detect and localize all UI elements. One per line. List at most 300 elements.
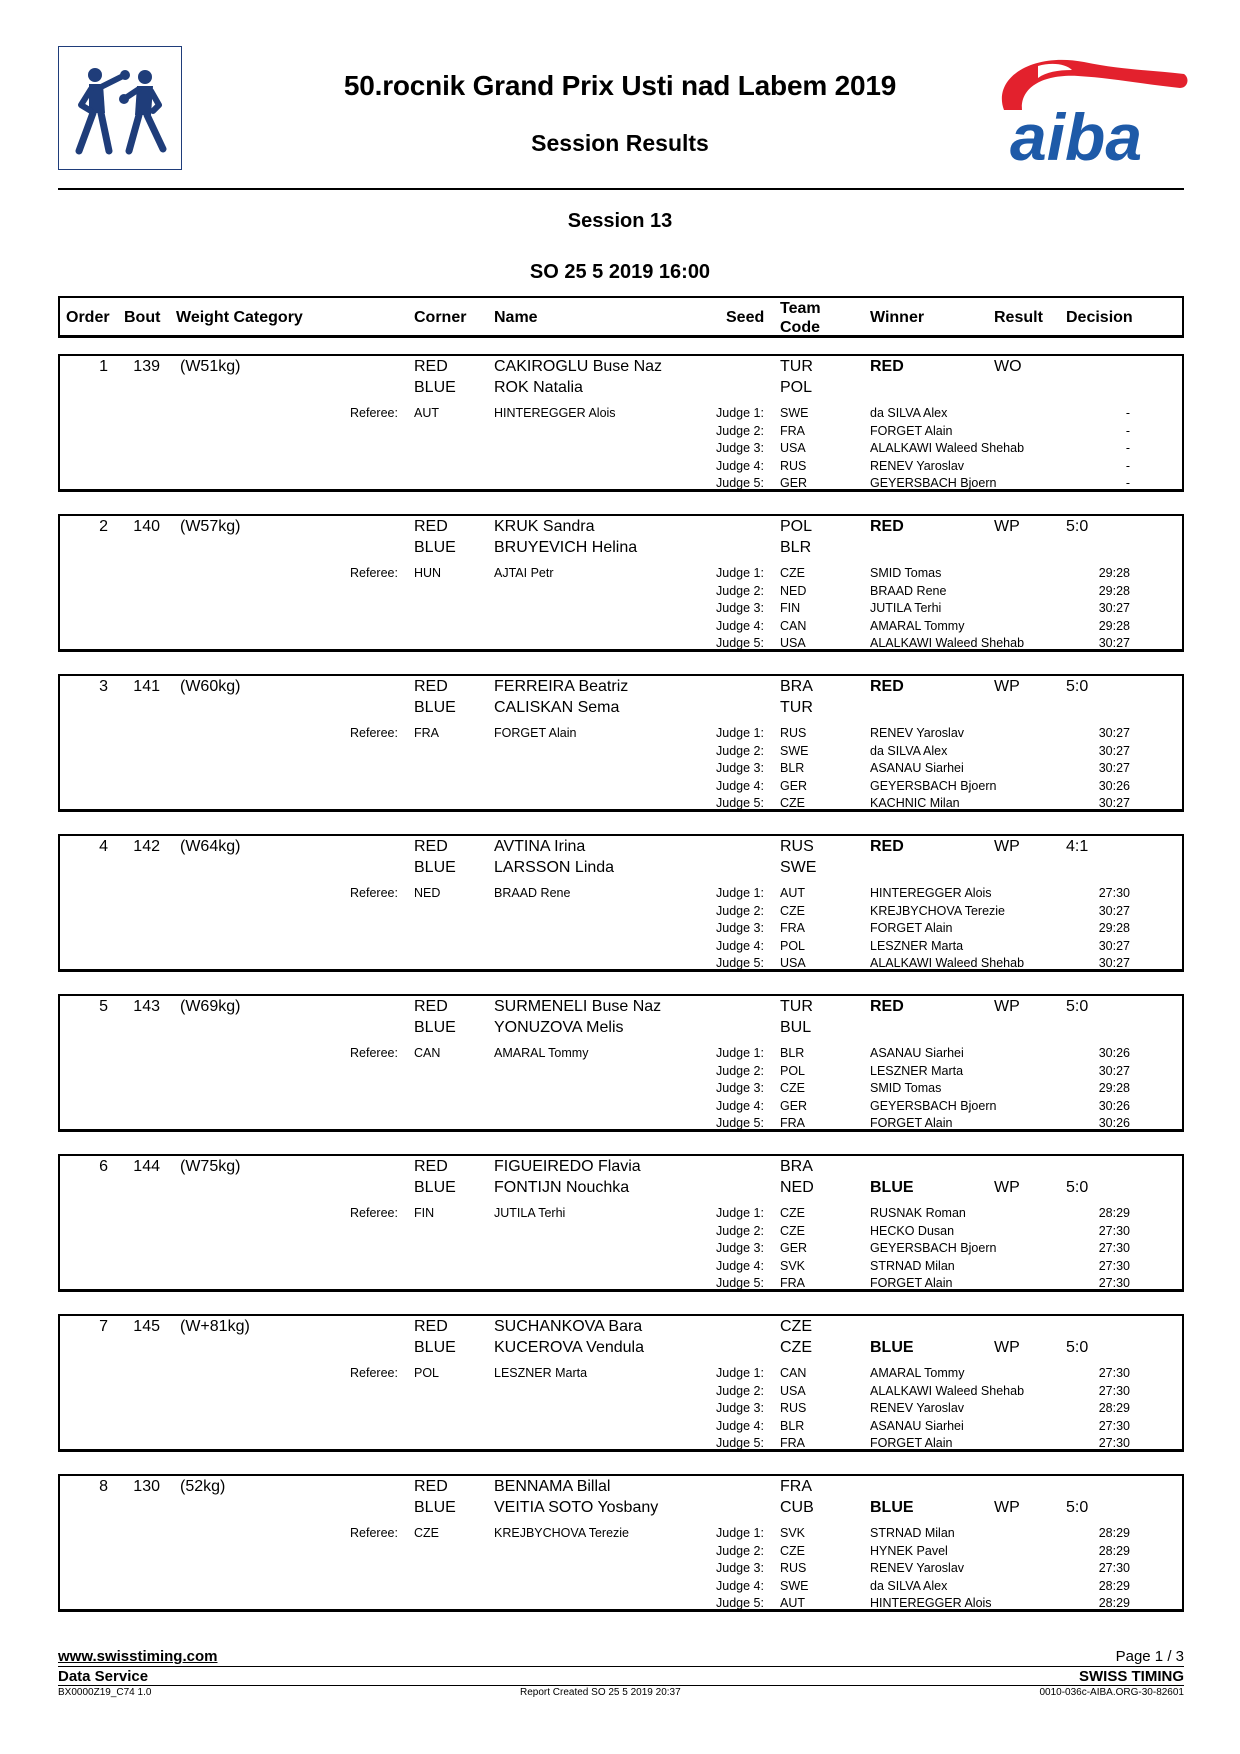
- decision-score: 5:0: [1066, 1339, 1089, 1356]
- footer-divider: [58, 1666, 1184, 1667]
- referee-country: NED: [414, 886, 441, 900]
- judge-country: USA: [780, 956, 806, 970]
- judge-name: HECKO Dusan: [870, 1223, 955, 1238]
- bout-number: 144: [133, 1158, 160, 1175]
- red-boxer-name: SUCHANKOVA Bara: [494, 1318, 643, 1335]
- judge-score: 27:30: [1098, 886, 1130, 900]
- judge-name: RENEV Yaroslav: [870, 1561, 965, 1575]
- bout-order: 7: [99, 1318, 108, 1335]
- judge-name: KACHNIC Milan: [870, 796, 960, 810]
- judge-score: 30:27: [1098, 743, 1130, 758]
- result-code: WP: [994, 1339, 1020, 1356]
- judge-country: CZE: [780, 1206, 805, 1220]
- referee-label: Referee:: [350, 1366, 398, 1380]
- blue-boxer-name: ROK Natalia: [494, 379, 583, 396]
- judge-score: 27:30: [1098, 1418, 1130, 1433]
- winner-corner: RED: [870, 358, 904, 375]
- judge-name: GEYERSBACH Bjoern: [870, 778, 997, 793]
- judge-score: 27:30: [1098, 1366, 1130, 1380]
- blue-boxer-name: YONUZOVA Melis: [494, 1019, 624, 1036]
- judge-score: -: [1125, 406, 1130, 420]
- judge-name: FORGET Alain: [870, 423, 953, 438]
- referee-name: FORGET Alain: [494, 726, 577, 740]
- judge-label: Judge 1:: [716, 1046, 764, 1060]
- judge-label: Judge 2:: [716, 743, 764, 758]
- winner-corner: BLUE: [870, 1179, 914, 1196]
- header-divider: [58, 188, 1184, 190]
- blue-team-code: BUL: [780, 1019, 812, 1036]
- result-code: WP: [994, 518, 1020, 535]
- col-order: Order: [66, 309, 110, 326]
- judge-label: Judge 2:: [716, 583, 764, 598]
- decision-score: 5:0: [1066, 1499, 1089, 1516]
- red-boxer-name: KRUK Sandra: [494, 518, 595, 535]
- corner-red: RED: [414, 518, 448, 535]
- judge-score: -: [1125, 458, 1130, 473]
- judge-name: SMID Tomas: [870, 1081, 942, 1095]
- referee-country: FIN: [414, 1206, 435, 1220]
- judge-country: RUS: [780, 458, 807, 473]
- judge-name: da SILVA Alex: [870, 743, 948, 758]
- judge-label: Judge 4:: [716, 938, 764, 953]
- blue-team-code: SWE: [780, 859, 817, 876]
- judge-label: Judge 2:: [716, 423, 764, 438]
- col-bout: Bout: [124, 309, 161, 326]
- judge-score: 28:29: [1098, 1543, 1130, 1558]
- corner-blue: BLUE: [414, 1019, 456, 1036]
- judge-score: 27:30: [1098, 1561, 1130, 1575]
- judge-score: 30:27: [1098, 1063, 1130, 1078]
- judge-score: 28:29: [1098, 1578, 1130, 1593]
- session-datetime: SO 25 5 2019 16:00: [529, 261, 711, 283]
- footer-page-number: Page 1 / 3: [1115, 1648, 1184, 1665]
- weight-category: (W69kg): [180, 998, 241, 1015]
- referee-country: CZE: [414, 1526, 439, 1540]
- judge-country: GER: [780, 476, 808, 490]
- referee-country: HUN: [414, 566, 442, 580]
- referee-name: JUTILA Terhi: [494, 1206, 566, 1220]
- col-team-line2: Code: [780, 319, 820, 336]
- judge-label: Judge 3:: [716, 441, 764, 455]
- judge-label: Judge 3:: [716, 1401, 764, 1415]
- judge-name: JUTILA Terhi: [870, 601, 942, 615]
- judge-country: USA: [780, 636, 806, 650]
- winner-corner: RED: [870, 678, 904, 695]
- referee-label: Referee:: [350, 726, 398, 740]
- judge-label: Judge 5:: [716, 956, 764, 970]
- bout-block: [58, 1314, 1184, 1452]
- corner-blue: BLUE: [414, 539, 456, 556]
- boxers-icon: [59, 47, 180, 168]
- judge-label: Judge 2:: [716, 1223, 764, 1238]
- col-decision: Decision: [1066, 309, 1133, 326]
- bout-order: 8: [99, 1478, 108, 1495]
- bout-number: 140: [133, 518, 160, 535]
- judge-score: 27:30: [1098, 1258, 1130, 1273]
- judge-name: FORGET Alain: [870, 1276, 953, 1290]
- referee-name: AJTAI Petr: [494, 566, 554, 580]
- judge-score: 28:29: [1098, 1401, 1130, 1415]
- judge-score: -: [1125, 423, 1130, 438]
- judge-name: STRNAD Milan: [870, 1526, 955, 1540]
- judge-name: RENEV Yaroslav: [870, 1401, 965, 1415]
- judge-score: 30:26: [1098, 1098, 1130, 1113]
- referee-label: Referee:: [350, 1206, 398, 1220]
- weight-category: (W75kg): [180, 1158, 241, 1175]
- judge-name: ASANAU Siarhei: [870, 1046, 964, 1060]
- judge-country: BLR: [780, 761, 805, 775]
- bout-block: [58, 1474, 1184, 1612]
- blue-boxer-name: LARSSON Linda: [494, 859, 615, 876]
- bout-number: 141: [133, 678, 160, 695]
- footer-link[interactable]: www.swisstiming.com: [58, 1648, 218, 1665]
- bout-block: [58, 1154, 1184, 1292]
- blue-team-code: POL: [780, 379, 813, 396]
- referee-name: HINTEREGGER Alois: [494, 406, 616, 420]
- judge-label: Judge 5:: [716, 636, 764, 650]
- bout-number: 145: [133, 1318, 160, 1335]
- bout-block: [58, 674, 1184, 812]
- judge-score: 30:27: [1098, 938, 1130, 953]
- weight-category: (W60kg): [180, 678, 241, 695]
- result-code: WP: [994, 678, 1020, 695]
- result-code: WP: [994, 838, 1020, 855]
- bout-order: 5: [99, 998, 108, 1015]
- boxers-logo: [58, 46, 182, 170]
- judge-name: AMARAL Tommy: [870, 1366, 965, 1380]
- judge-country: FRA: [780, 1436, 805, 1450]
- judge-score: 29:28: [1098, 583, 1130, 598]
- judge-country: CZE: [780, 566, 805, 580]
- blue-team-code: NED: [780, 1179, 814, 1196]
- judge-country: CZE: [780, 796, 805, 810]
- red-team-code: POL: [780, 518, 813, 535]
- judge-label: Judge 3:: [716, 1081, 764, 1095]
- blue-team-code: TUR: [780, 699, 813, 716]
- red-team-code: BRA: [780, 678, 813, 695]
- session-title: Session 13: [567, 210, 673, 232]
- red-team-code: FRA: [780, 1478, 812, 1495]
- weight-category: (W57kg): [180, 518, 241, 535]
- judge-name: FORGET Alain: [870, 921, 953, 935]
- weight-category: (52kg): [180, 1478, 226, 1495]
- referee-country: AUT: [414, 406, 439, 420]
- judge-country: SWE: [780, 1578, 809, 1593]
- col-seed: Seed: [726, 309, 765, 326]
- judge-name: da SILVA Alex: [870, 1578, 948, 1593]
- weight-category: (W64kg): [180, 838, 241, 855]
- col-corner: Corner: [414, 309, 467, 326]
- judge-name: BRAAD Rene: [870, 583, 947, 598]
- judge-score: 27:30: [1098, 1223, 1130, 1238]
- judge-label: Judge 3:: [716, 761, 764, 775]
- judge-label: Judge 1:: [716, 566, 764, 580]
- referee-label: Referee:: [350, 406, 398, 420]
- judge-score: 29:28: [1098, 1081, 1130, 1095]
- judge-label: Judge 2:: [716, 1543, 764, 1558]
- judge-label: Judge 5:: [716, 476, 764, 490]
- winner-corner: RED: [870, 518, 904, 535]
- col-weight-category: Weight Category: [176, 309, 303, 326]
- judge-score: 28:29: [1098, 1596, 1130, 1610]
- winner-corner: RED: [870, 998, 904, 1015]
- judge-score: 30:27: [1098, 796, 1130, 810]
- judge-name: da SILVA Alex: [870, 406, 948, 420]
- judge-name: ALALKAWI Waleed Shehab: [870, 441, 1025, 455]
- judge-label: Judge 2:: [716, 903, 764, 918]
- corner-blue: BLUE: [414, 859, 456, 876]
- judge-label: Judge 1:: [716, 406, 764, 420]
- judge-score: 27:30: [1098, 1383, 1130, 1398]
- judge-name: ALALKAWI Waleed Shehab: [870, 1383, 1025, 1398]
- judge-name: ALALKAWI Waleed Shehab: [870, 636, 1025, 650]
- judge-country: AUT: [780, 886, 805, 900]
- winner-corner: RED: [870, 838, 904, 855]
- judge-country: GER: [780, 1098, 808, 1113]
- blue-team-code: CZE: [780, 1339, 812, 1356]
- blue-boxer-name: KUCEROVA Vendula: [494, 1339, 645, 1356]
- judge-score: 29:28: [1098, 566, 1130, 580]
- judge-name: SMID Tomas: [870, 566, 942, 580]
- judge-label: Judge 5:: [716, 1276, 764, 1290]
- judge-score: 30:27: [1098, 636, 1130, 650]
- decision-score: 5:0: [1066, 998, 1089, 1015]
- red-boxer-name: CAKIROGLU Buse Naz: [494, 358, 663, 375]
- judge-country: NED: [780, 583, 807, 598]
- referee-label: Referee:: [350, 1046, 398, 1060]
- red-boxer-name: SURMENELI Buse Naz: [494, 998, 662, 1015]
- judge-label: Judge 4:: [716, 458, 764, 473]
- judge-name: HINTEREGGER Alois: [870, 1596, 992, 1610]
- judge-label: Judge 1:: [716, 1366, 764, 1380]
- winner-corner: BLUE: [870, 1499, 914, 1516]
- judge-label: Judge 1:: [716, 1206, 764, 1220]
- judge-country: POL: [780, 1063, 806, 1078]
- judge-country: RUS: [780, 1561, 807, 1575]
- blue-boxer-name: VEITIA SOTO Yosbany: [494, 1499, 659, 1516]
- blue-team-code: BLR: [780, 539, 812, 556]
- judge-label: Judge 5:: [716, 1116, 764, 1130]
- referee-country: CAN: [414, 1046, 441, 1060]
- judge-score: 30:27: [1098, 903, 1130, 918]
- judge-label: Judge 4:: [716, 1418, 764, 1433]
- judge-country: SWE: [780, 743, 809, 758]
- bout-block: [58, 834, 1184, 972]
- judge-country: USA: [780, 441, 806, 455]
- corner-red: RED: [414, 1318, 448, 1335]
- footer-service: Data Service: [58, 1668, 149, 1685]
- bout-order: 1: [99, 358, 108, 375]
- bout-order: 3: [99, 678, 108, 695]
- winner-corner: BLUE: [870, 1339, 914, 1356]
- referee-name: LESZNER Marta: [494, 1366, 588, 1380]
- judge-name: GEYERSBACH Bjoern: [870, 1098, 997, 1113]
- judge-name: GEYERSBACH Bjoern: [870, 1241, 997, 1255]
- bout-order: 6: [99, 1158, 108, 1175]
- bout-order: 4: [99, 838, 108, 855]
- footer-reference: 0010-036c-AIBA.ORG-30-82601: [1039, 1687, 1184, 1698]
- blue-boxer-name: BRUYEVICH Helina: [494, 539, 638, 556]
- red-team-code: TUR: [780, 358, 813, 375]
- red-boxer-name: FIGUEIREDO Flavia: [494, 1158, 641, 1175]
- red-team-code: TUR: [780, 998, 813, 1015]
- referee-name: BRAAD Rene: [494, 886, 571, 900]
- judge-country: CZE: [780, 1543, 805, 1558]
- red-team-code: RUS: [780, 838, 814, 855]
- red-boxer-name: FERREIRA Beatriz: [494, 678, 629, 695]
- corner-blue: BLUE: [414, 1179, 456, 1196]
- corner-red: RED: [414, 838, 448, 855]
- red-team-code: BRA: [780, 1158, 813, 1175]
- judge-name: KREJBYCHOVA Terezie: [870, 903, 1006, 918]
- judge-country: FRA: [780, 1276, 805, 1290]
- judge-score: 28:29: [1098, 1526, 1130, 1540]
- judge-label: Judge 3:: [716, 1241, 764, 1255]
- result-code: WP: [994, 1499, 1020, 1516]
- judge-label: Judge 5:: [716, 1596, 764, 1610]
- judge-label: Judge 3:: [716, 601, 764, 615]
- judge-country: GER: [780, 778, 808, 793]
- referee-name: KREJBYCHOVA Terezie: [494, 1526, 630, 1540]
- bout-number: 130: [133, 1478, 160, 1495]
- judge-label: Judge 4:: [716, 1578, 764, 1593]
- judge-name: ALALKAWI Waleed Shehab: [870, 956, 1025, 970]
- col-name: Name: [494, 309, 538, 326]
- judge-country: FRA: [780, 921, 805, 935]
- decision-score: 5:0: [1066, 678, 1089, 695]
- judge-name: ASANAU Siarhei: [870, 761, 964, 775]
- corner-red: RED: [414, 1478, 448, 1495]
- judge-score: 27:30: [1098, 1276, 1130, 1290]
- judge-country: CZE: [780, 1223, 805, 1238]
- judge-label: Judge 2:: [716, 1383, 764, 1398]
- judge-label: Judge 4:: [716, 1098, 764, 1113]
- footer-brand: SWISS TIMING: [1079, 1668, 1184, 1685]
- result-code: WO: [994, 358, 1022, 375]
- judge-score: 30:26: [1098, 1046, 1130, 1060]
- judge-country: BLR: [780, 1418, 805, 1433]
- judge-label: Judge 3:: [716, 1561, 764, 1575]
- judge-country: FRA: [780, 1116, 805, 1130]
- red-team-code: CZE: [780, 1318, 812, 1335]
- judge-name: HYNEK Pavel: [870, 1543, 948, 1558]
- judge-score: 30:26: [1098, 778, 1130, 793]
- judge-name: GEYERSBACH Bjoern: [870, 476, 997, 490]
- judge-label: Judge 2:: [716, 1063, 764, 1078]
- bout-block: [58, 354, 1184, 492]
- aiba-logo: [992, 48, 1192, 168]
- weight-category: (W51kg): [180, 358, 241, 375]
- judge-label: Judge 1:: [716, 1526, 764, 1540]
- judge-score: 30:26: [1098, 1116, 1130, 1130]
- judge-country: FIN: [780, 601, 801, 615]
- referee-label: Referee:: [350, 566, 398, 580]
- corner-red: RED: [414, 1158, 448, 1175]
- judge-score: 29:28: [1098, 921, 1130, 935]
- judge-score: 27:30: [1098, 1241, 1130, 1255]
- document-title: 50.rocnik Grand Prix Usti nad Labem 2019: [343, 70, 897, 101]
- corner-blue: BLUE: [414, 379, 456, 396]
- judge-country: FRA: [780, 423, 805, 438]
- judge-label: Judge 1:: [716, 886, 764, 900]
- aiba-logo-text: aiba: [1010, 100, 1143, 168]
- judge-name: LESZNER Marta: [870, 938, 964, 953]
- judge-score: 29:28: [1098, 618, 1130, 633]
- judge-country: BLR: [780, 1046, 805, 1060]
- col-result: Result: [994, 309, 1043, 326]
- col-team-line1: Team: [780, 300, 821, 317]
- weight-category: (W+81kg): [180, 1318, 250, 1335]
- judge-score: 30:27: [1098, 956, 1130, 970]
- decision-score: 5:0: [1066, 518, 1089, 535]
- bout-number: 143: [133, 998, 160, 1015]
- corner-blue: BLUE: [414, 1499, 456, 1516]
- footer-report-code: BX0000Z19_C74 1.0: [58, 1687, 152, 1698]
- corner-red: RED: [414, 678, 448, 695]
- blue-boxer-name: FONTIJN Nouchka: [494, 1179, 630, 1196]
- judge-label: Judge 3:: [716, 921, 764, 935]
- judge-country: CZE: [780, 903, 805, 918]
- judge-score: 30:27: [1098, 761, 1130, 775]
- judge-country: CAN: [780, 618, 807, 633]
- red-boxer-name: AVTINA Irina: [494, 838, 586, 855]
- judge-label: Judge 5:: [716, 796, 764, 810]
- judge-country: GER: [780, 1241, 808, 1255]
- referee-label: Referee:: [350, 886, 398, 900]
- referee-country: FRA: [414, 726, 439, 740]
- bout-number: 142: [133, 838, 160, 855]
- judge-label: Judge 4:: [716, 618, 764, 633]
- judge-score: -: [1125, 441, 1130, 455]
- bout-block: [58, 514, 1184, 652]
- red-boxer-name: BENNAMA Billal: [494, 1478, 611, 1495]
- col-winner: Winner: [870, 309, 925, 326]
- judge-score: 30:27: [1098, 726, 1130, 740]
- judge-name: LESZNER Marta: [870, 1063, 964, 1078]
- judge-name: FORGET Alain: [870, 1116, 953, 1130]
- referee-name: AMARAL Tommy: [494, 1046, 589, 1060]
- judge-label: Judge 1:: [716, 726, 764, 740]
- judge-name: RENEV Yaroslav: [870, 726, 965, 740]
- judge-label: Judge 4:: [716, 778, 764, 793]
- corner-red: RED: [414, 998, 448, 1015]
- result-code: WP: [994, 1179, 1020, 1196]
- bout-order: 2: [99, 518, 108, 535]
- referee-label: Referee:: [350, 1526, 398, 1540]
- column-header: [58, 296, 1184, 338]
- bout-block: [58, 994, 1184, 1132]
- referee-country: POL: [414, 1366, 440, 1380]
- judge-name: FORGET Alain: [870, 1436, 953, 1450]
- judge-score: 30:27: [1098, 601, 1130, 615]
- blue-team-code: CUB: [780, 1499, 814, 1516]
- corner-blue: BLUE: [414, 1339, 456, 1356]
- decision-score: 5:0: [1066, 1179, 1089, 1196]
- footer-divider-bottom: [58, 1685, 1184, 1686]
- footer-report-created: Report Created SO 25 5 2019 20:37: [520, 1687, 681, 1698]
- judge-country: SVK: [780, 1258, 806, 1273]
- judge-score: -: [1125, 476, 1130, 490]
- judge-country: POL: [780, 938, 806, 953]
- judge-country: USA: [780, 1383, 806, 1398]
- judge-name: ASANAU Siarhei: [870, 1418, 964, 1433]
- judge-country: SWE: [780, 406, 809, 420]
- judge-name: RUSNAK Roman: [870, 1206, 966, 1220]
- judge-country: SVK: [780, 1526, 806, 1540]
- judge-country: CZE: [780, 1081, 805, 1095]
- document-subtitle: Session Results: [531, 130, 709, 156]
- judge-country: RUS: [780, 726, 807, 740]
